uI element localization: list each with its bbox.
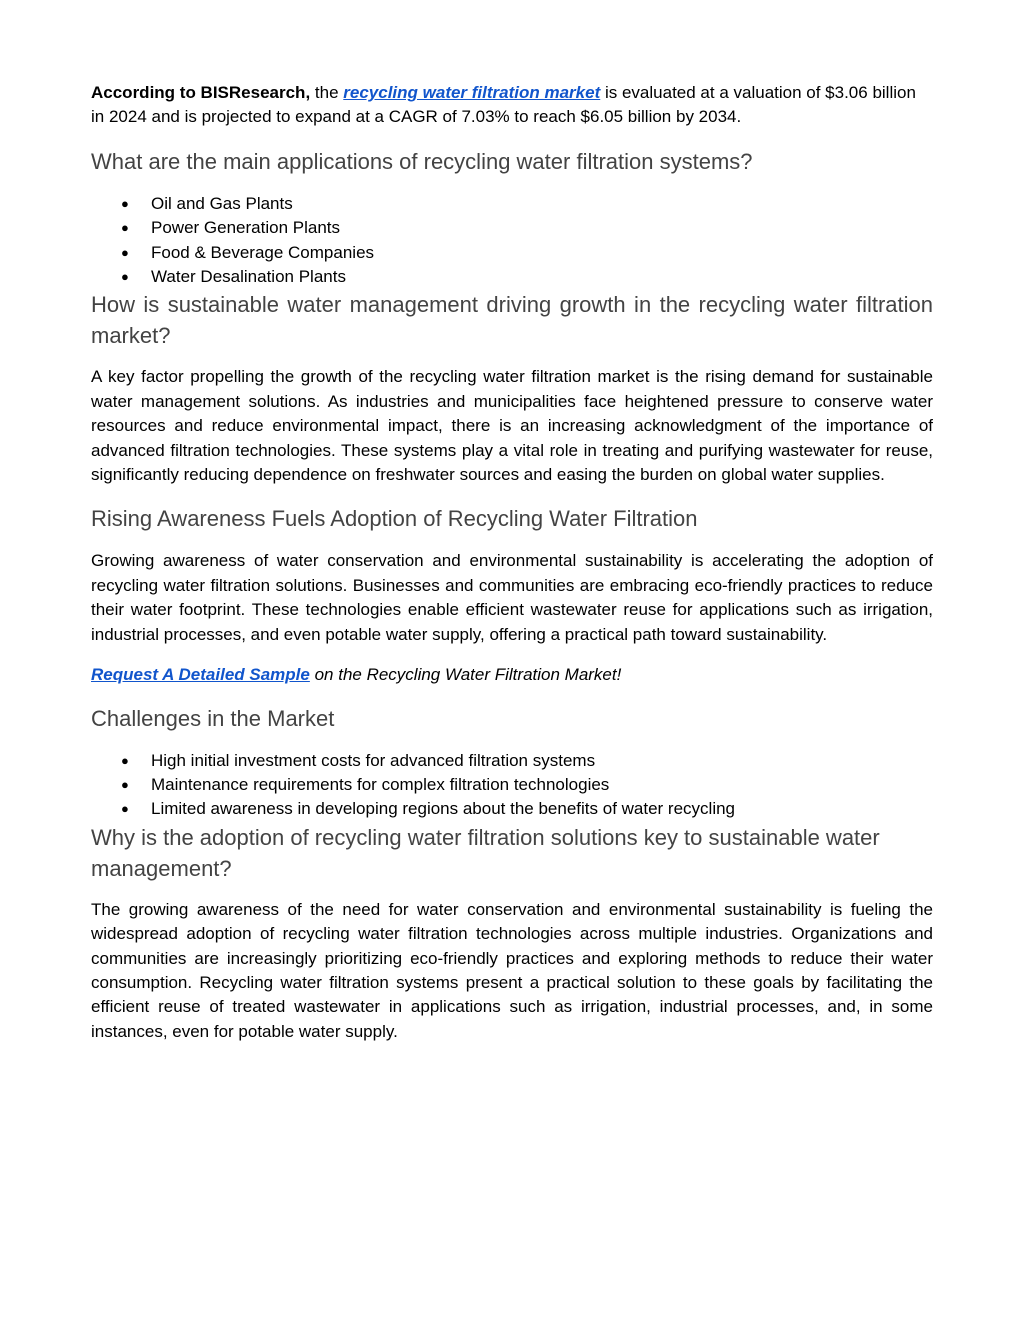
request-sample-link[interactable]: Request A Detailed Sample (91, 665, 310, 685)
list-item: ● Oil and Gas Plants (121, 192, 933, 216)
list-item: ● Maintenance requirements for complex filtration technologies (121, 773, 933, 797)
sustainable-heading: How is sustainable water management driving growth in the recycling water filtration market? (91, 292, 933, 349)
sample-suffix: on the Recycling Water Filtration Market! (309, 665, 622, 685)
why-heading: Why is the adoption of recycling water filtration solutions key to sustainable water management? (91, 824, 880, 881)
list-item: ● Limited awareness in developing regions about the benefits of water recycling (121, 797, 933, 821)
list-item: ● Water Desalination Plants (121, 265, 933, 289)
list-item: ● High initial investment costs for advanced filtration systems (121, 749, 933, 773)
challenges-list (91, 749, 933, 822)
challenges-heading: Challenges in the Market (91, 705, 335, 731)
market-report-link[interactable]: recycling water filtration market (343, 83, 601, 102)
awareness-body: Growing awareness of water conservation and environmental sustainability is accelerating the adoption of recycling water filtration solutions. Businesses and communities are embracing eco-friendly practices to reduce their water footprint. These technologies enable efficient wastewater reuse for applications such as irrigation, industrial processes, and even potable water supply, offering a practical path toward sustainability. (91, 551, 933, 644)
list-item: ● Power Generation Plants (121, 216, 933, 240)
intro-bold-lead: According to BISResearch, (91, 83, 311, 102)
awareness-heading: Rising Awareness Fuels Adoption of Recycling Water Filtration (91, 506, 698, 532)
applications-list (91, 192, 933, 290)
applications-heading: What are the main applications of recycling water filtration systems? (91, 148, 753, 174)
sustainable-body: A key factor propelling the growth of the recycling water filtration market is the rising demand for sustainable water management solutions. As industries and municipalities face heightened pressure to conserve water resources and reduce environmental impact, there is an increasing acknowledgment of the importance of advanced filtration technologies. These systems play a vital role in treating and purifying wastewater for reuse, significantly reducing dependence on freshwater sources and easing the burden on global water supplies. (91, 367, 933, 485)
intro-paragraph (91, 81, 933, 130)
intro-post-link: is evaluated at a valuation of $3.06 billion in 2024 and is projected to expand at a CAGR of 7.03% to reach $6.05 billion by 2034. (91, 83, 916, 127)
intro-pre-link: the (310, 83, 344, 102)
sample-request-line (91, 663, 933, 687)
list-item: ● Food & Beverage Companies (121, 241, 933, 265)
why-body: The growing awareness of the need for water conservation and environmental sustainability is fueling the widespread adoption of recycling water filtration technologies across multiple industries. Organizations and communities are increasingly prioritizing eco-friendly practices and exploring methods to reduce their water consumption. Recycling water filtration systems present a practical solution to these goals by facilitating the efficient reuse of treated wastewater in applications such as irrigation, industrial processes, and, in some instances, even for potable water supply. (91, 899, 933, 1041)
